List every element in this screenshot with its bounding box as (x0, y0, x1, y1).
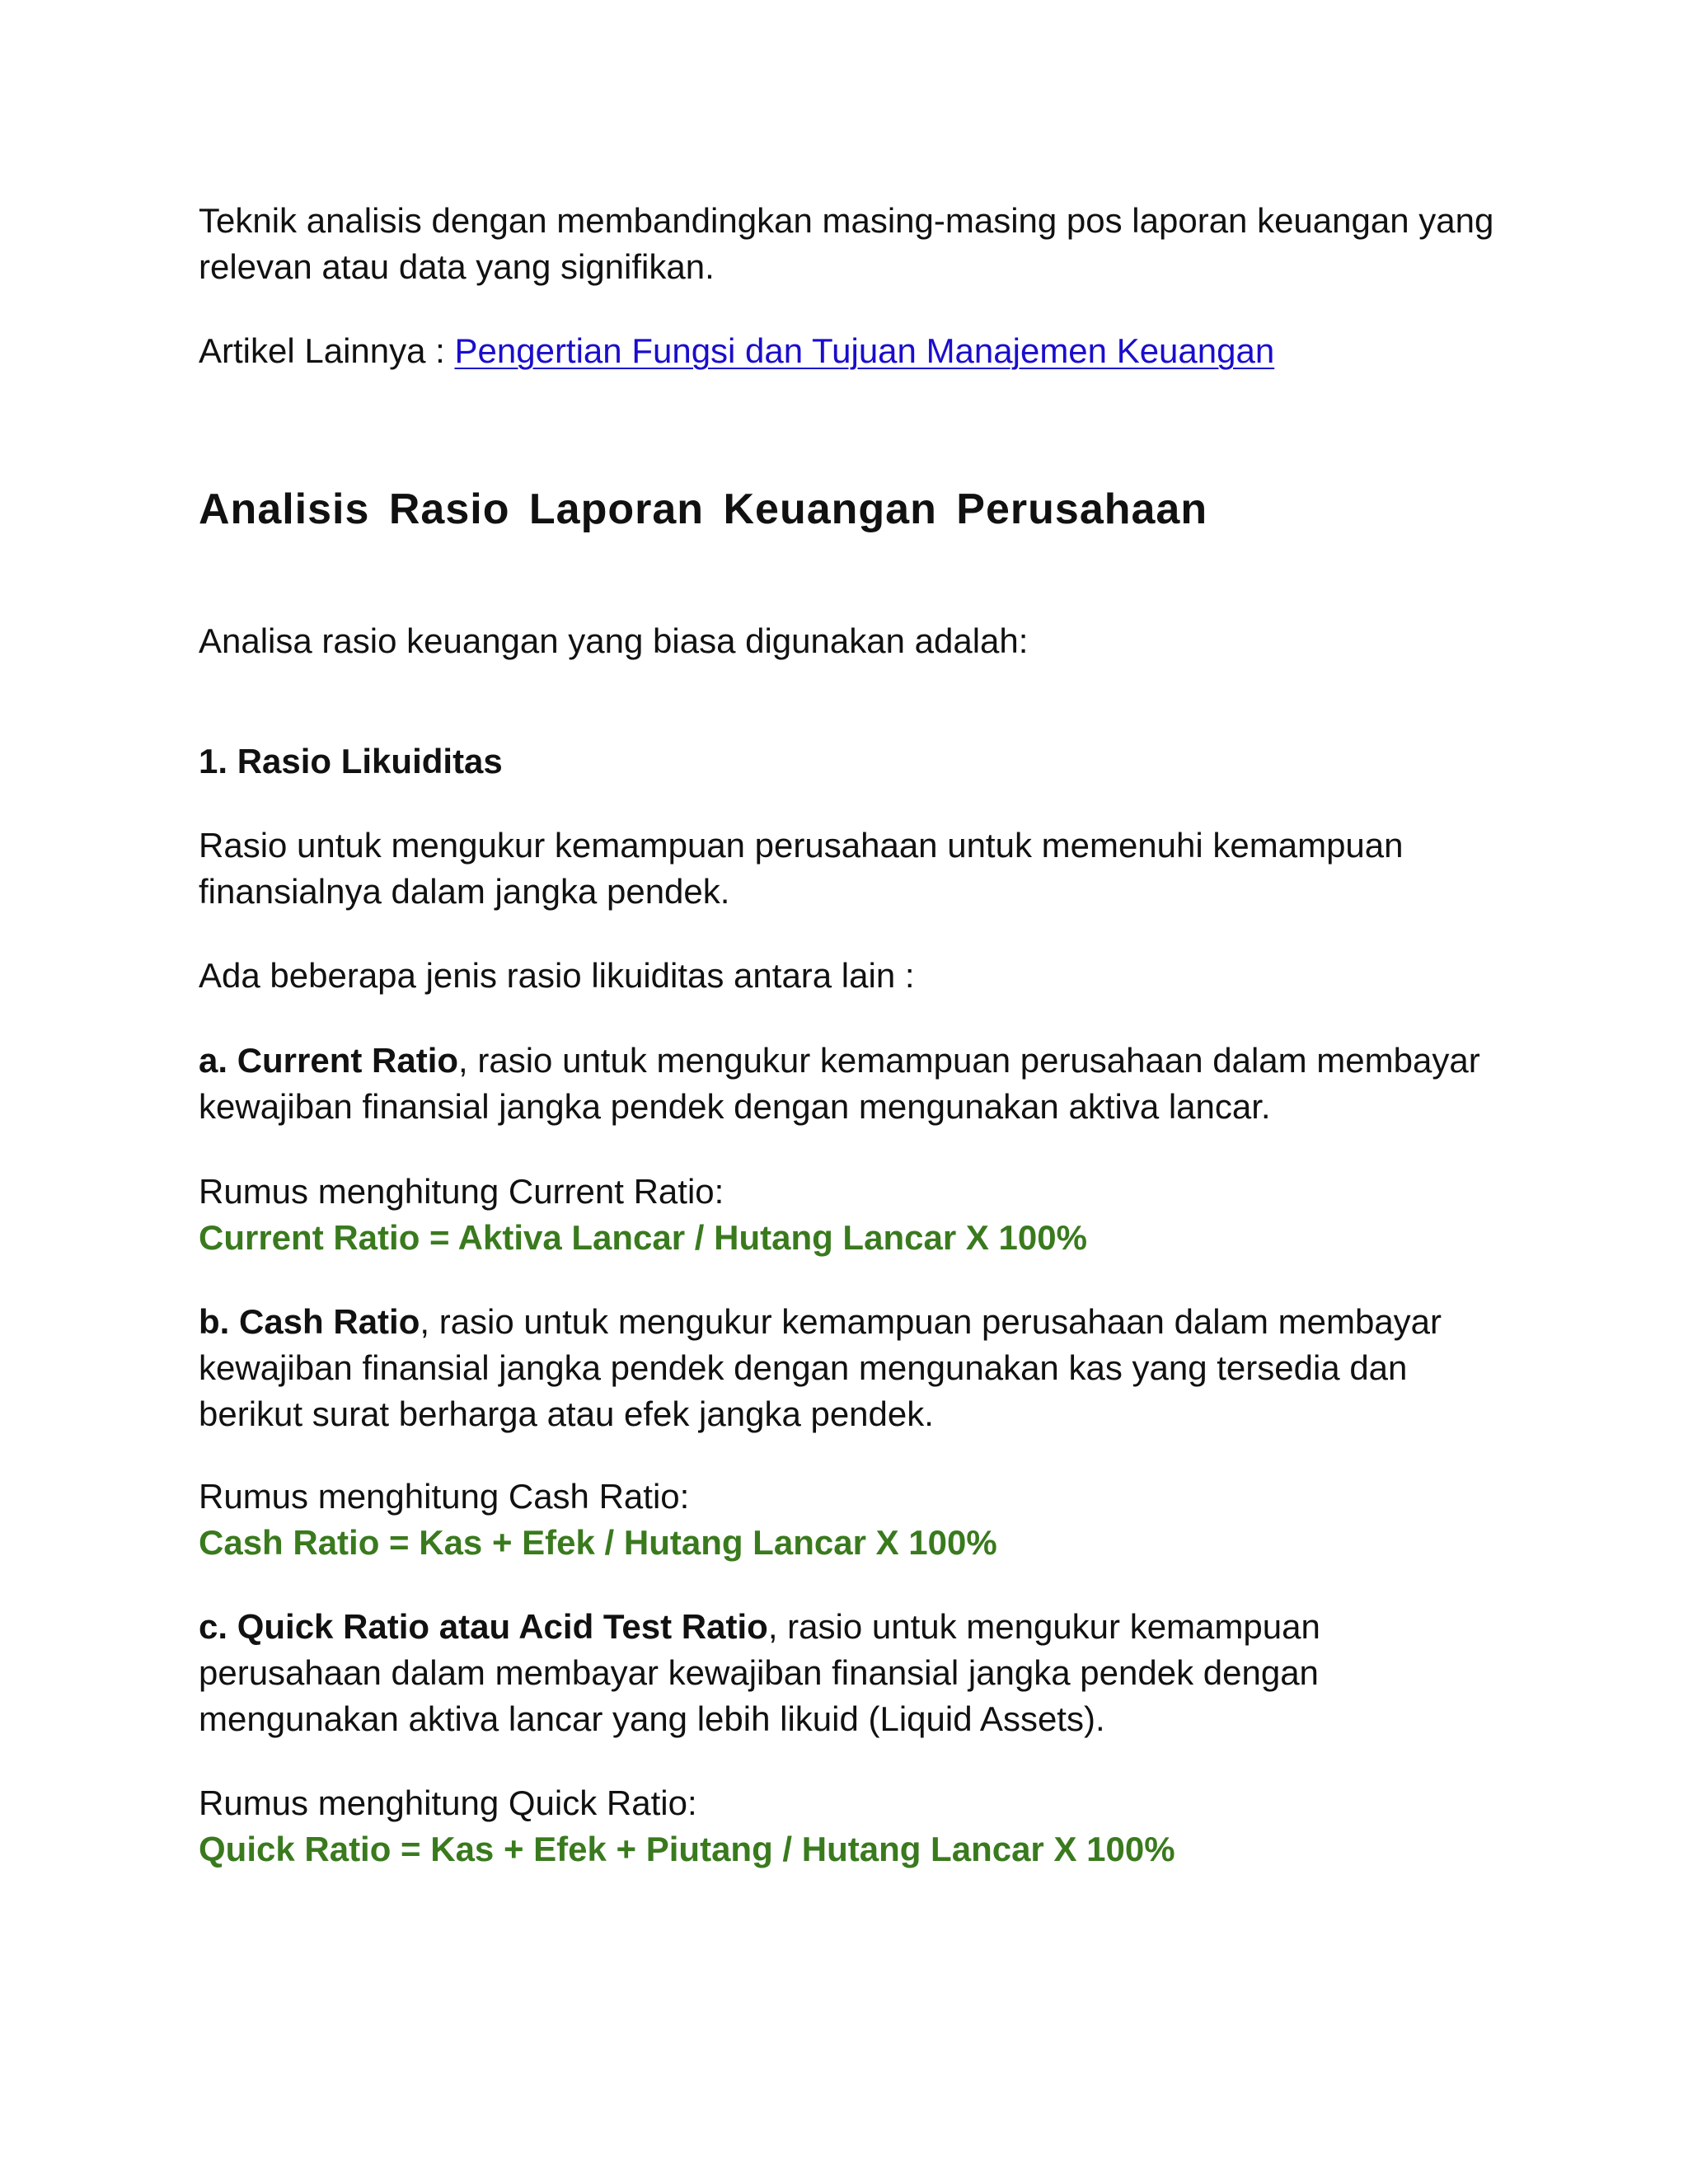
intro-line-2: relevan atau data yang signifikan. (199, 247, 715, 286)
quick-ratio-line-3: mengunakan aktiva lancar yang lebih likuid (Liquid Assets). (199, 1699, 1105, 1738)
liquidity-desc-line-2: finansialnya dalam jangka pendek. (199, 872, 730, 911)
current-ratio-line-2: kewajiban finansial jangka pendek dengan mengunakan aktiva lancar. (199, 1087, 1271, 1126)
cash-ratio-line-3: berikut surat berharga atau efek jangka pendek. (199, 1394, 934, 1433)
related-article (199, 328, 1274, 374)
related-article-link[interactable]: Pengertian Fungsi dan Tujuan Manajemen Keuangan (454, 331, 1275, 370)
intro-line-1: Teknik analisis dengan membandingkan masing-masing pos laporan keuangan yang (199, 201, 1494, 240)
current-ratio-desc: , rasio untuk mengukur kemampuan perusahaan dalam membayar (458, 1041, 1480, 1080)
current-ratio-term: a. Current Ratio (199, 1041, 459, 1080)
liquidity-desc-line-1: Rasio untuk mengukur kemampuan perusahaan untuk memenuhi kemampuan (199, 826, 1404, 865)
quick-ratio-desc: , rasio untuk mengukur kemampuan (767, 1607, 1320, 1646)
liquidity-heading: 1. Rasio Likuiditas (199, 742, 503, 780)
quick-ratio-line-2: perusahaan dalam membayar kewajiban finansial jangka pendek dengan (199, 1653, 1319, 1692)
cash-ratio-desc: , rasio untuk mengukur kemampuan perusahaan dalam membayar (420, 1302, 1442, 1341)
cash-ratio-line-1 (199, 1299, 1442, 1345)
cash-ratio-formula-label: Rumus menghitung Cash Ratio: (199, 1477, 690, 1516)
related-label: Artikel Lainnya : (199, 331, 455, 370)
cash-ratio-formula: Cash Ratio = Kas + Efek / Hutang Lancar X 100% (199, 1523, 997, 1562)
cash-ratio-term: b. Cash Ratio (199, 1302, 420, 1341)
current-ratio-formula-label: Rumus menghitung Current Ratio: (199, 1172, 724, 1211)
section-lead: Analisa rasio keuangan yang biasa digunakan adalah: (199, 621, 1029, 660)
cash-ratio-line-2: kewajiban finansial jangka pendek dengan mengunakan kas yang tersedia dan (199, 1348, 1408, 1387)
quick-ratio-formula-label: Rumus menghitung Quick Ratio: (199, 1783, 697, 1822)
quick-ratio-line-1 (199, 1604, 1320, 1650)
liquidity-types-intro: Ada beberapa jenis rasio likuiditas antara lain : (199, 956, 915, 995)
current-ratio-line-1 (199, 1038, 1480, 1084)
section-title: Analisis Rasio Laporan Keuangan Perusahaan (199, 485, 1208, 533)
current-ratio-formula: Current Ratio = Aktiva Lancar / Hutang Lancar X 100% (199, 1218, 1087, 1257)
quick-ratio-formula: Quick Ratio = Kas + Efek + Piutang / Hutang Lancar X 100% (199, 1830, 1175, 1868)
quick-ratio-term: c. Quick Ratio atau Acid Test Ratio (199, 1607, 768, 1646)
